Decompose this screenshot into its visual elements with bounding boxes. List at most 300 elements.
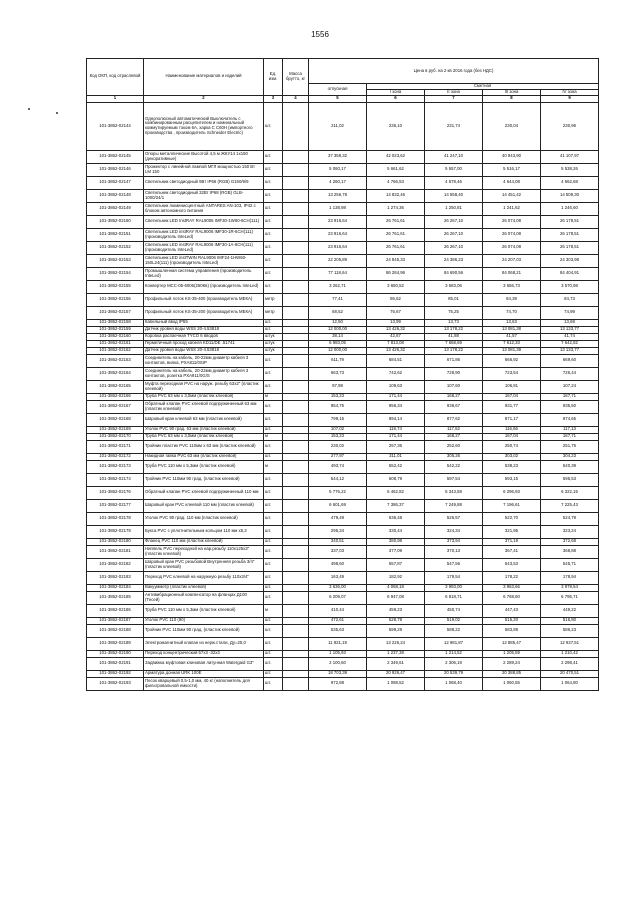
row-zone-4-price: 5 538,26 [541,163,599,176]
row-release-price: 77,41 [309,293,367,306]
row-mass [283,189,309,202]
row-zone-2-price: 24 386,23 [425,254,483,267]
row-code: 101-3862-02177 [87,499,144,512]
row-mass [283,340,309,347]
column-index: 5 [309,95,367,102]
row-code: 101-3862-02147 [87,176,144,189]
row-release-price: 410,44 [309,604,367,617]
row-zone-2-price: 179,54 [425,571,483,584]
row-release-price: 153,23 [309,393,367,400]
row-zone-3-price: 84,39 [483,293,541,306]
row-release-price: 77 118,64 [309,267,367,280]
row-zone-1-price: 742,62 [367,367,425,380]
row-code: 101-3862-02162 [87,347,144,354]
row-zone-2-price: 107,60 [425,380,483,393]
row-zone-1-price: 7 386,37 [367,499,425,512]
row-release-price: 107,02 [309,426,367,433]
row-mass [283,254,309,267]
row-mass [283,413,309,426]
row-code: 101-3862-02173 [87,460,144,473]
row-code: 101-3862-02191 [87,657,144,670]
row-zone-4-price: 516,80 [541,617,599,624]
row-zone-2-price: 526,57 [425,512,483,525]
row-zone-3-price: 250,74 [483,440,541,453]
row-zone-1-price: 377,09 [367,545,425,558]
row-code: 101-3862-02190 [87,650,144,657]
row-zone-2-price: 305,26 [425,453,483,460]
table-row [87,512,599,525]
row-name: Опоры металлические Высотой 4,5 м ЖКУ14 1х150 (декоративные) [144,150,264,163]
row-unit: шт. [264,228,283,241]
row-zone-4-price: 230,96 [541,102,599,150]
row-release-price: 5 776,22 [309,486,367,499]
row-zone-4-price: 1 064,80 [541,677,599,690]
row-name: Светильник светодиодный 9Вт IP66 (RGB) G150/9/9 [144,176,264,189]
row-unit: шт. [264,215,283,228]
row-zone-4-price: 545,71 [541,558,599,571]
row-mass [283,202,309,215]
row-zone-3-price: 84 068,21 [483,267,541,280]
row-unit: шт. [264,584,283,591]
row-code: 101-3862-02189 [87,637,144,650]
row-zone-4-price: 14 509,30 [541,189,599,202]
row-zone-3-price: 167,04 [483,433,541,440]
row-zone-3-price: 74,70 [483,306,541,319]
row-zone-3-price: 12 886,47 [483,637,541,650]
row-mass [283,215,309,228]
row-zone-2-price: 588,22 [425,624,483,637]
row-zone-2-price: 41,88 [425,333,483,340]
row-unit: шт. [264,176,283,189]
row-release-price: 277,97 [309,453,367,460]
column-index: 3 [264,95,283,102]
row-release-price: 972,88 [309,677,367,690]
row-zone-4-price: 13 133,77 [541,347,599,354]
row-name: Уголок PVC 90 град. 63 мм (пластик клеевой) [144,426,264,433]
row-zone-3-price: 593,15 [483,473,541,486]
row-release-price: 4 260,17 [309,176,367,189]
row-mass [283,319,309,326]
row-release-price: 97,98 [309,380,367,393]
table-row [87,380,599,393]
row-zone-3-price: 371,19 [483,538,541,545]
row-zone-2-price: 1 250,81 [425,202,483,215]
row-zone-1-price: 1 274,36 [367,202,425,215]
row-unit: шт. [264,150,283,163]
row-zone-1-price: 236,10 [367,102,425,150]
row-release-price: 663,73 [309,367,367,380]
row-mass [283,367,309,380]
row-unit: шт. [264,189,283,202]
row-unit: шт. [264,319,283,326]
row-zone-1-price: 7 813,08 [367,340,425,347]
row-code: 101-3862-02188 [87,624,144,637]
table-row [87,267,599,280]
row-zone-2-price: 671,86 [425,354,483,367]
row-code: 101-3862-02171 [87,440,144,453]
row-zone-4-price: 2 298,41 [541,657,599,670]
row-unit: шт. [264,591,283,604]
row-zone-2-price: 4 678,46 [425,176,483,189]
row-release-price: 340,51 [309,538,367,545]
row-code: 101-3862-02182 [87,558,144,571]
table-row [87,650,599,657]
row-zone-2-price: 14 558,40 [425,189,483,202]
row-unit: шт. [264,558,283,571]
table-row [87,202,599,215]
row-zone-4-price: 3 979,54 [541,584,599,591]
column-index: 4 [283,95,309,102]
table-row [87,525,599,538]
row-name: Герметичный проход кабеля KD11/DE .51741 [144,340,264,347]
row-name: Труба PVC 63 мм х 3,0мм (пластик клеевой) [144,393,264,400]
row-mass [283,228,309,241]
row-zone-2-price: 373,94 [425,538,483,545]
price-table [86,58,599,691]
row-code: 101-3862-02181 [87,545,144,558]
row-mass [283,440,309,453]
row-release-price: 68,52 [309,306,367,319]
row-zone-4-price: 874,65 [541,413,599,426]
row-zone-4-price: 12 937,51 [541,637,599,650]
row-mass [283,280,309,293]
row-name: Тройник PVC 110мм 90 град. (пластик клеевой) [144,624,264,637]
row-zone-3-price: 4 644,08 [483,176,541,189]
scan-dot [28,108,30,110]
row-name: Уголок PVC 90 град. 110 мм (пластик клеевой) [144,512,264,525]
row-zone-1-price: 6 462,82 [367,486,425,499]
row-zone-2-price: 75,25 [425,306,483,319]
row-zone-3-price: 13 081,38 [483,326,541,333]
row-code: 101-3862-02192 [87,670,144,677]
row-mass [283,512,309,525]
table-row [87,163,599,176]
header-unit: Ед. изм. [264,59,283,96]
row-release-price: 3 636,00 [309,584,367,591]
row-release-price: 12 000,00 [309,326,367,333]
row-name: Шаровый кран клеевой 63 мм (пластик клеевой) [144,413,264,426]
row-zone-4-price: 3 570,98 [541,280,599,293]
row-code: 101-3862-02193 [87,677,144,690]
row-mass [283,176,309,189]
row-name: Датчик уровня воды WSS 20-4.53818 [144,347,264,354]
row-name: Переход PVC клеевой на наружную резьбу 110х3/4" [144,571,264,584]
row-mass [283,333,309,340]
row-zone-3-price: 538,23 [483,460,541,473]
column-index: 8 [483,95,541,102]
row-mass [283,499,309,512]
table-row [87,393,599,400]
row-zone-4-price: 368,88 [541,545,599,558]
row-zone-4-price: 41,74 [541,333,599,340]
row-unit: шт. [264,440,283,453]
row-release-price: 211,02 [309,102,367,150]
row-name: Соединитель на кабель, 20-22мм диаметр кабеля 3 контактов, вилка, PXA811/0SIP [144,354,264,367]
row-zone-2-price: 519,02 [425,617,483,624]
row-code: 101-3862-02151 [87,228,144,241]
row-zone-3-price: 13,63 [483,319,541,326]
row-release-price: 1 138,98 [309,202,367,215]
row-name: Датчик уровня воды WSS 20-4.53818 [144,326,264,333]
row-mass [283,393,309,400]
table-row [87,254,599,267]
row-zone-1-price: 557,87 [367,558,425,571]
header-zone-2: II зона [425,89,483,95]
row-zone-1-price: 109,63 [367,380,425,393]
row-unit: шт. [264,486,283,499]
row-zone-4-price: 167,71 [541,393,599,400]
row-mass [283,354,309,367]
row-unit: шт. [264,413,283,426]
row-zone-1-price: 2 349,61 [367,657,425,670]
row-zone-4-price: 251,75 [541,440,599,453]
row-name: Шаровый кран PVC резьбовой Внутренняя резьба 3/4" (пластик клеевой) [144,558,264,571]
row-zone-3-price: 1 060,55 [483,677,541,690]
row-mass [283,150,309,163]
row-zone-2-price: 231,74 [425,102,483,150]
row-mass [283,347,309,354]
row-zone-3-price: 543,53 [483,558,541,571]
row-release-price: 5 060,17 [309,163,367,176]
row-name: Тройник пластик PVC 110мм х 63 мм (пластик клеевой) [144,440,264,453]
row-zone-3-price: 5 516,17 [483,163,541,176]
row-zone-2-price: 252,60 [425,440,483,453]
row-release-price: 6 983,05 [309,340,367,347]
row-zone-1-price: 26 761,61 [367,215,425,228]
row-name: Задвижка муфтовая клиновая латунная Watergaid G3" [144,657,264,670]
row-zone-1-price: 171,44 [367,433,425,440]
row-code: 101-3862-02146 [87,163,144,176]
row-unit: шт. [264,650,283,657]
row-release-price: 479,49 [309,512,367,525]
row-unit: шт. [264,525,283,538]
row-code: 101-3862-02183 [87,571,144,584]
row-zone-4-price: 6 795,71 [541,591,599,604]
row-unit: шт. [264,670,283,677]
row-zone-2-price: 26 267,10 [425,228,483,241]
row-zone-4-price: 41 107,97 [541,150,599,163]
row-zone-2-price: 1 068,40 [425,677,483,690]
row-name: Электромагнитный клапан из нерж.стали, Ду=25,0 [144,637,264,650]
row-zone-1-price: 26 761,61 [367,228,425,241]
row-release-price: 11 821,19 [309,637,367,650]
row-zone-1-price: 528,78 [367,617,425,624]
row-zone-4-price: 24 303,98 [541,254,599,267]
row-release-price: 799,15 [309,413,367,426]
row-code: 101-3862-02174 [87,473,144,486]
row-zone-3-price: 26 074,08 [483,215,541,228]
row-unit: шт. [264,657,283,670]
row-zone-2-price: 168,27 [425,393,483,400]
row-unit: шт. [264,254,283,267]
row-zone-2-price: 450,74 [425,604,483,617]
row-zone-3-price: 106,81 [483,380,541,393]
row-unit: шт. [264,473,283,486]
row-zone-3-price: 1 241,62 [483,202,541,215]
row-code: 101-3862-02159 [87,326,144,333]
row-zone-4-price: 540,39 [541,460,599,473]
row-mass [283,473,309,486]
row-zone-1-price: 257,36 [367,440,425,453]
row-mass [283,657,309,670]
row-name: Конвертер MCC-05-6006(250Кв) (производитель InteLed) [144,280,264,293]
row-zone-2-price: 728,90 [425,367,483,380]
row-zone-2-price: 41 247,10 [425,150,483,163]
column-index-row [87,95,599,102]
row-name: Обратный клапан PVC клеевой подпружиненный 110 мм [144,486,264,499]
row-mass [283,624,309,637]
table-row [87,538,599,545]
row-unit: шт. [264,571,283,584]
row-unit: шт. [264,163,283,176]
row-zone-3-price: 871,17 [483,413,541,426]
row-zone-1-price: 13 226,24 [367,637,425,650]
row-zone-4-price: 20 470,51 [541,670,599,677]
row-mass [283,433,309,440]
row-code: 101-3862-02153 [87,254,144,267]
page-number: 1556 [311,30,329,39]
row-code: 101-3862-02144 [87,102,144,150]
header-zone-4: IV зона [541,89,599,95]
row-zone-1-price: 684,51 [367,354,425,367]
row-name: Светильник LED instTWIN RAL9006 IMF24-1HW60-150L24(111) (производитель InteLed) [144,254,264,267]
table-row [87,102,599,150]
row-zone-1-price: 171,44 [367,393,425,400]
row-release-price: 535,63 [309,624,367,637]
table-row [87,499,599,512]
row-zone-3-price: 6 296,93 [483,486,541,499]
row-name: Светильник светодиодный 32Вт IP68 (RGB) GLB-1000/24/1 [144,189,264,202]
table-row [87,604,599,617]
row-zone-2-price: 13 178,22 [425,326,483,333]
row-name: Прожектор с линейной лампой МГЛ мощностью 150 Вт LM 150 [144,163,264,176]
row-unit: шт. [264,617,283,624]
row-mass [283,604,309,617]
row-zone-2-price: 6 343,58 [425,486,483,499]
row-zone-4-price: 84,73 [541,293,599,306]
row-name: Труба PVC 110 мм х 5,3мм (пластик клеевой) [144,604,264,617]
row-name: Коробка распаечная TYCO 6 вводов [144,333,264,340]
row-code: 101-3862-02185 [87,591,144,604]
table-row [87,367,599,380]
table-row [87,413,599,426]
row-name: Труба PVC 110 мм х 5,3мм (пластик клеевой) [144,460,264,473]
row-zone-2-price: 20 539,79 [425,670,483,677]
table-row [87,319,599,326]
row-unit: шт. [264,241,283,254]
header-zone-3: III зона [483,89,541,95]
table-row [87,426,599,433]
row-zone-1-price: 4 068,18 [367,584,425,591]
row-zone-1-price: 13,99 [367,319,425,326]
row-release-price: 6 209,07 [309,591,367,604]
row-zone-1-price: 13 426,32 [367,347,425,354]
row-zone-4-price: 6 322,15 [541,486,599,499]
table-row [87,189,599,202]
row-zone-3-price: 666,92 [483,354,541,367]
row-zone-4-price: 167,71 [541,433,599,440]
column-index: 6 [367,95,425,102]
row-release-price: 12 000,00 [309,347,367,354]
row-unit: шт. [264,453,283,460]
row-unit: шт. [264,637,283,650]
row-zone-2-price: 13 178,22 [425,347,483,354]
row-release-price: 153,23 [309,433,367,440]
row-mass [283,426,309,433]
row-release-price: 230,02 [309,440,367,453]
row-name: Промышленная система управления (производитель InteLed) [144,267,264,280]
row-zone-1-price: 311,01 [367,453,425,460]
row-zone-4-price: 74,99 [541,306,599,319]
row-name: Муфта переходная PVC на наруж. резьбу 63х2" (пластик клеевой) [144,380,264,393]
column-index: 9 [541,95,599,102]
row-name: Соединитель на кабель, 20-22мм диаметр кабеля 3 контактов, розетка PXA911/0G/S [144,367,264,380]
row-unit: м [264,460,283,473]
row-zone-3-price: 367,41 [483,545,541,558]
row-name: Светильник LED instRAY RAL9006 IMF30-1A-6CH(111) (производитель InteLed) [144,241,264,254]
row-unit: шт. [264,499,283,512]
table-body [87,102,599,690]
row-name: Однополюсный автоматический Выключатель с комбинированным расцепителем и номинальный коммутируемым током 6А, харка С C60H (импортного производства , производитель Schneider Electric) [144,102,264,150]
row-code: 101-3862-02158 [87,319,144,326]
column-index: 7 [425,95,483,102]
row-zone-2-price: 938,67 [425,400,483,413]
row-zone-1-price: 536,48 [367,512,425,525]
row-code: 101-3862-02145 [87,150,144,163]
row-zone-3-price: 583,89 [483,624,541,637]
table-row [87,670,599,677]
row-zone-3-price: 3 963,66 [483,584,541,591]
row-release-price: 2 100,60 [309,657,367,670]
row-code: 101-3862-02148 [87,189,144,202]
row-unit: шт. [264,354,283,367]
row-code: 101-3862-02149 [87,202,144,215]
table-row [87,617,599,624]
row-mass [283,380,309,393]
row-unit: штук [264,347,283,354]
row-release-price: 13 256,78 [309,189,367,202]
row-unit: шт. [264,545,283,558]
row-zone-3-price: 2 289,24 [483,657,541,670]
row-zone-2-price: 877,62 [425,413,483,426]
row-zone-3-price: 522,70 [483,512,541,525]
row-name: Переход концентрический 57х3 -32х3 [144,650,264,657]
row-zone-2-price: 168,27 [425,433,483,440]
row-release-price: 493,74 [309,460,367,473]
row-release-price: 498,60 [309,558,367,571]
row-mass [283,571,309,584]
row-unit: шт. [264,326,283,333]
row-code: 101-3862-02186 [87,604,144,617]
row-zone-4-price: 117,13 [541,426,599,433]
row-zone-1-price: 86,62 [367,293,425,306]
row-zone-4-price: 26 178,51 [541,215,599,228]
row-mass [283,650,309,657]
row-code: 101-3862-02187 [87,617,144,624]
row-mass [283,102,309,150]
row-zone-2-price: 2 306,19 [425,657,483,670]
row-zone-4-price: 4 662,68 [541,176,599,189]
row-zone-2-price: 3 583,06 [425,280,483,293]
row-mass [283,400,309,413]
row-code: 101-3862-02156 [87,293,144,306]
row-zone-2-price: 324,34 [425,525,483,538]
row-code: 101-3862-02161 [87,340,144,347]
row-unit: шт. [264,677,283,690]
table-row [87,545,599,558]
row-zone-1-price: 1 088,52 [367,677,425,690]
row-code: 101-3862-02167 [87,400,144,413]
